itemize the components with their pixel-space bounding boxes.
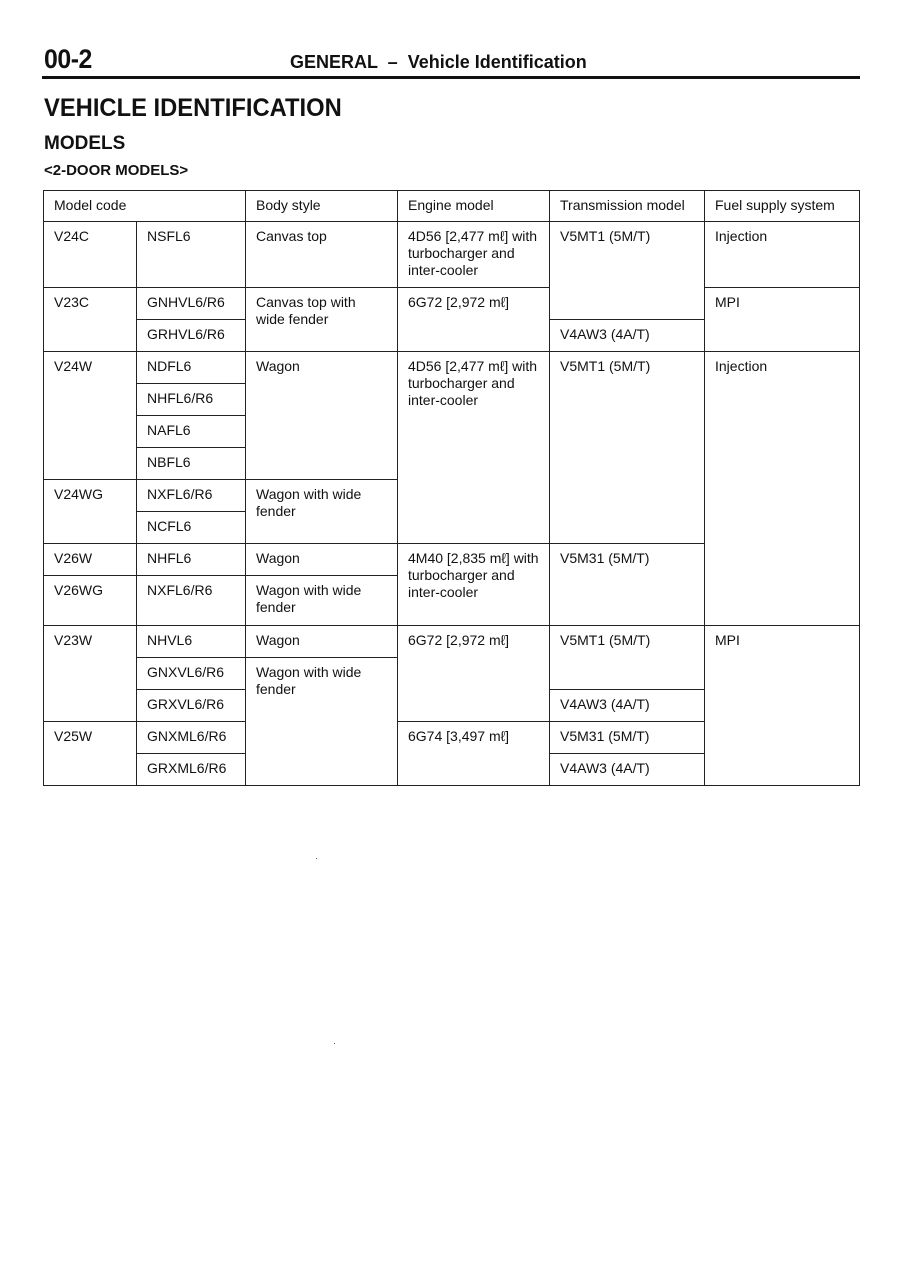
body-style: Wagon <box>246 626 398 658</box>
model-code: V23C <box>44 288 137 352</box>
variant: NHVL6 <box>137 626 246 658</box>
variant: NXFL6/R6 <box>137 480 246 512</box>
body-style: Wagon <box>246 352 398 480</box>
table-row <box>44 288 860 320</box>
transmission-model: V5M31 (5M/T) <box>550 722 705 754</box>
scan-speck <box>334 1043 335 1044</box>
page-number: 00-2 <box>44 44 92 74</box>
fuel-system: Injection <box>705 222 860 288</box>
subheading: <2-DOOR MODELS> <box>44 162 189 179</box>
scan-speck <box>316 858 317 859</box>
variant: GNHVL6/R6 <box>137 288 246 320</box>
variant: GRXML6/R6 <box>137 754 246 786</box>
table-row <box>44 626 860 658</box>
variant: GNXVL6/R6 <box>137 658 246 690</box>
transmission-model: V5MT1 (5M/T) <box>550 222 705 320</box>
variant: NHFL6 <box>137 544 246 576</box>
column-header: Engine model <box>398 191 550 222</box>
header-rule <box>42 76 860 79</box>
model-code: V26W <box>44 544 137 576</box>
table-row <box>44 352 860 384</box>
variant: NBFL6 <box>137 448 246 480</box>
column-header: Transmission model <box>550 191 705 222</box>
model-code: V25W <box>44 722 137 786</box>
transmission-model: V5MT1 (5M/T) <box>550 626 705 690</box>
section-title: VEHICLE IDENTIFICATION <box>44 94 342 122</box>
variant: NSFL6 <box>137 222 246 288</box>
variant: NHFL6/R6 <box>137 384 246 416</box>
fuel-system: MPI <box>705 626 860 786</box>
column-header: Model code <box>44 191 246 222</box>
transmission-model: V4AW3 (4A/T) <box>550 754 705 786</box>
engine-model: 6G74 [3,497 mℓ] <box>398 722 550 786</box>
column-header: Fuel supply system <box>705 191 860 222</box>
column-header: Body style <box>246 191 398 222</box>
engine-model: 4D56 [2,477 mℓ] with turbocharger and inter-cooler <box>398 222 550 288</box>
model-code: V26WG <box>44 576 137 626</box>
transmission-model: V5M31 (5M/T) <box>550 544 705 626</box>
variant: NDFL6 <box>137 352 246 384</box>
transmission-model: V4AW3 (4A/T) <box>550 320 705 352</box>
variant: NCFL6 <box>137 512 246 544</box>
body-style: Canvas top <box>246 222 398 288</box>
variant: GNXML6/R6 <box>137 722 246 754</box>
body-style: Canvas top with wide fender <box>246 288 398 352</box>
model-code: V23W <box>44 626 137 722</box>
transmission-model: V5MT1 (5M/T) <box>550 352 705 544</box>
subsection-title: MODELS <box>44 133 126 154</box>
running-header: GENERAL – Vehicle Identification <box>290 52 587 72</box>
engine-model: 6G72 [2,972 mℓ] <box>398 626 550 722</box>
engine-model: 6G72 [2,972 mℓ] <box>398 288 550 352</box>
variant: NXFL6/R6 <box>137 576 246 626</box>
engine-model: 4D56 [2,477 mℓ] with turbocharger and inter-cooler <box>398 352 550 544</box>
models-table <box>43 190 860 786</box>
fuel-system: MPI <box>705 288 860 352</box>
variant: NAFL6 <box>137 416 246 448</box>
body-style: Wagon <box>246 544 398 576</box>
body-style: Wagon with wide fender <box>246 658 398 786</box>
body-style: Wagon with wide fender <box>246 480 398 544</box>
model-code: V24C <box>44 222 137 288</box>
variant: GRHVL6/R6 <box>137 320 246 352</box>
engine-model: 4M40 [2,835 mℓ] with turbocharger and inter-cooler <box>398 544 550 626</box>
variant: GRXVL6/R6 <box>137 690 246 722</box>
transmission-model: V4AW3 (4A/T) <box>550 690 705 722</box>
table-header-row <box>44 191 860 222</box>
model-code: V24W <box>44 352 137 480</box>
fuel-system: Injection <box>705 352 860 626</box>
model-code: V24WG <box>44 480 137 544</box>
table-row <box>44 222 860 288</box>
body-style: Wagon with wide fender <box>246 576 398 626</box>
